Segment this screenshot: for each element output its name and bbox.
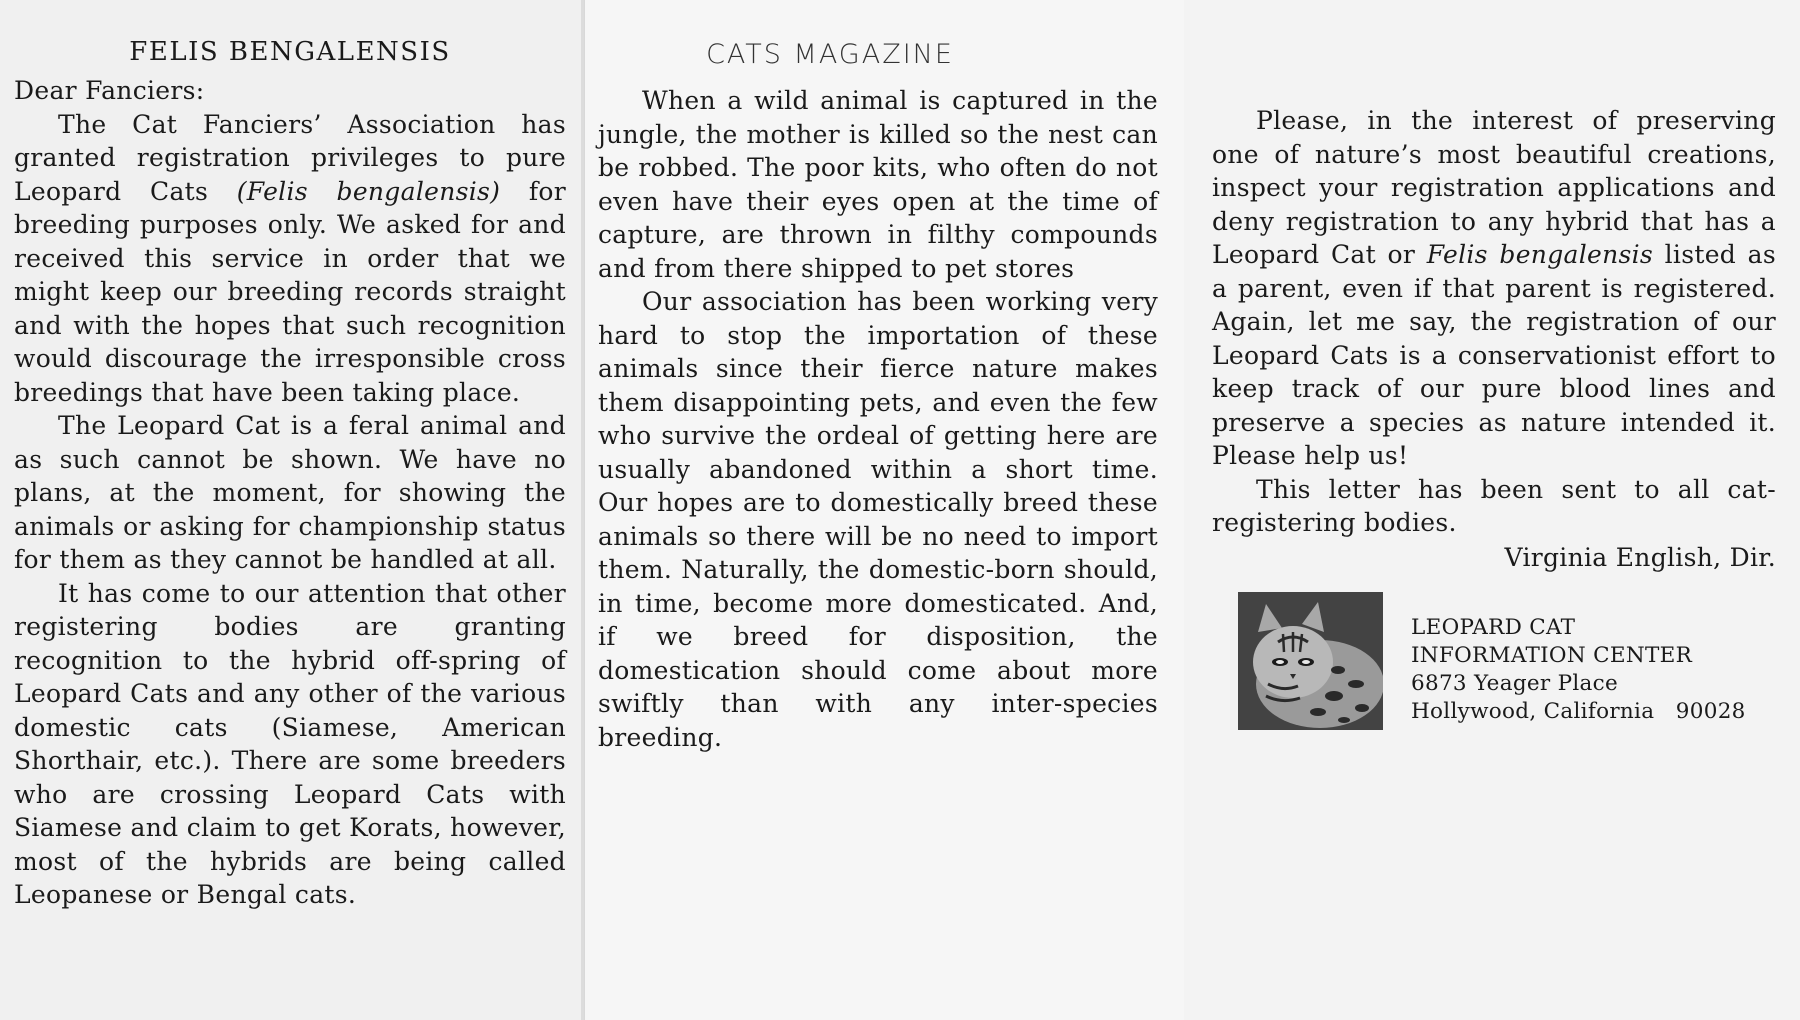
info-center-address: [1411, 614, 1746, 726]
paragraph-hybrid-recognition: It has come to our attention that other registering bodies are granting recognition to the hybrid off-spring of Leopard Cats and any other of the various domestic cats (Siamese, American Shorthair, etc.). There are some breeders who are crossing Leopard Cats with Siamese and claim to get Korats, however, most of the hybrids are being called Leopanese or Bengal cats.: [14, 578, 566, 909]
species-name: Felis bengalensis: [1426, 240, 1654, 269]
leopard-kitten-photo: [1238, 592, 1383, 730]
salutation: Dear Fanciers:: [14, 76, 205, 105]
article-headline: FELIS BENGALENSIS: [129, 37, 451, 67]
city-state-zip: Hollywood, California 90028: [1411, 699, 1746, 724]
paragraph-wild-capture: When a wild animal is captured in the jungle, the mother is killed so the nest can be robbed. The poor kits, who often do not even have their eyes open at the time of capture, are thrown in filthy compounds and from there shipped to pet stores: [598, 86, 1158, 283]
info-center-block: [1212, 592, 1776, 730]
org-name-line-2: INFORMATION CENTER: [1411, 643, 1693, 668]
street-address: 6873 Yeager Place: [1411, 671, 1619, 696]
species-name: (Felis bengalensis): [236, 176, 501, 206]
magazine-title: CATS MAGAZINE: [706, 39, 954, 70]
paragraph-text: Please, in the interest of preserving one of nature’s most beautiful creations, inspect your registration applications and deny registration to any hybrid that has a Leopard Cat or: [1212, 106, 1776, 269]
paragraph-plea: [1212, 104, 1776, 473]
paragraph-registration-privileges: [14, 108, 566, 410]
paragraph-feral-animal: The Leopard Cat is a feral animal and as such cannot be shown. We have no plans, at the moment, for showing the animals or asking for championship status for them as they cannot be handled at all.: [14, 411, 566, 574]
paragraph-text: for breeding purposes only. We asked for and received this service in order that we might keep our breeding records straight and with the hopes that such recognition would discourage the irresponsible cross breedings that have been taking place.: [14, 176, 567, 407]
paragraph-text: The Cat Fanciers’ Association has granted registration privileges to pure Leopard Cats: [14, 109, 566, 206]
paragraph-importation: Our association has been working very hard to stop the importation of these animals since their fierce nature makes them disappointing pets, and even the few who survive the ordeal of getting here are usually abandoned within a short time. Our hopes are to domestically breed these animals so there will be no need to import them. Naturally, the domestic-born should, in time, become more domesticated. And, if we breed for disposition, the domestication should come about more swiftly than with any inter-species breeding.: [598, 287, 1158, 752]
paragraph-text: listed as a parent, even if that parent is registered. Again, let me say, the registration of our Leopard Cats is a conservationist effort to keep track of our pure blood lines and preserve a species as nature intended it. Please help us!: [1212, 240, 1776, 470]
column-3: [1184, 0, 1800, 1020]
signature: Virginia English, Dir.: [1504, 542, 1776, 572]
column-2: [584, 0, 1184, 1020]
org-name-line-1: LEOPARD CAT: [1411, 615, 1576, 640]
column-1: [0, 0, 584, 1020]
paragraph-letter-sent: This letter has been sent to all cat-registering bodies.: [1212, 474, 1776, 537]
